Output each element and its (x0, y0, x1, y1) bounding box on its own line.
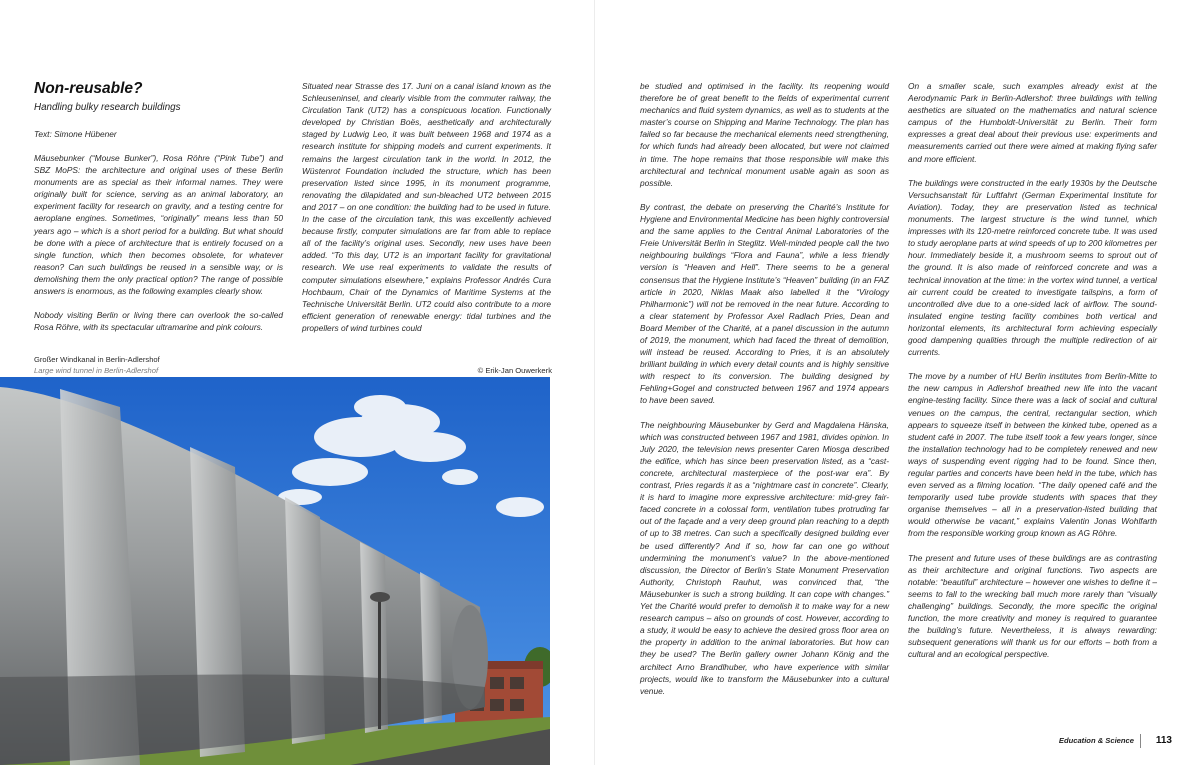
paragraph: The present and future uses of these buildings are as contrasting as their architecture and original functions. Two aspects are notable: “beautiful” architecture – however one wishes to define it – seems to fall to the wrecking ball much more rarely than “visually challenging” buildings. Secondly, the more specific the original function, the more creativity and money is required to guarantee the building’s future. Nevertheless, it is always rewarding: subsequent generations will thank us for our efforts – both from a cultural and an ecological perspective. (908, 552, 1157, 660)
column-4 (908, 80, 1157, 673)
paragraph: The buildings were constructed in the early 1930s by the Deutsche Versuchsanstalt für Luftfahrt (German Experimental Institute for Aviation). Today, they are preservation listed as technical monuments. The largest structure is the wind tunnel, which impresses with its 120-metre reinforced concrete tube. It was used to study aeroplane parts at wind speeds of up to 200 kilometres per hour. Immediately beside it, a mushroom seems to sprout out of the ground. It is also made of reinforced concrete and was a technical innovation at the time: in the vortex wind tunnel, a vertical air current could be created to investigate tailspins, a form of uncontrolled dive due to a one-sided lack of airflow. The sound-insulated engine testing facility combines both vertical and horizontal elements, its architectural form achieving especially good dampening qualities through the multiple redirection of air currents. (908, 177, 1157, 358)
figure-caption (34, 354, 552, 376)
article-title: Non-reusable? (34, 80, 143, 97)
paragraph: Mäusebunker (“Mouse Bunker”), Rosa Röhre (“Pink Tube”) and SBZ MoPS: the architecture and original uses of these Berlin monuments are as special as their informal names. They were originally built for science, serving as an animal laboratory, an experiment facility for research on gravity, and a testing centre for aeroplane engines. Sometimes, “originally” means less than 50 years ago – which is a short period for a building. But what should be done with a piece of architecture that is entirely focused on a single function, which then becomes obsolete, for whatever reason? Can such buildings be reused in a sensible way, or is demolishing them the only practical option? The range of possible answers is enormous, as the following examples clearly show. (34, 153, 283, 297)
page-number: 113 (1155, 735, 1172, 746)
paragraph: Situated near Strasse des 17. Juni on a canal island known as the Schleuseninsel, and clearly visible from the commuter railway, the Circulation Tank (UT2) has a conspicuous location. Functionally developed by Christian Boës, aesthetically and architecturally staged by Ludwig Leo, it was built between 1968 and 1974 as a research institute for shipping models and current experiments. It remains the largest circulation tank in the world. In 2012, the Wüstenrot Foundation included the structure, which has been preservation listed since 1995, in its monument programme, renovating the dilapidated and sun-bleached UT2 between 2015 and 2017 – on one condition: the building had to be used in future. In the case of the circulation tank, this was excellently achieved because firstly, computer simulations are far from able to replace all of the facility’s original uses. Secondly, new uses have been added. “To this day, UT2 is an important facility for gravitational research. We use real experiments to validate the results of computer simulations elsewhere,” explains Professor Andrés Cura Hochbaum, Chair of the Dynamics of Maritime Systems at the Technische Universität Berlin. UT2 could also contribute to a more efficient generation of renewable energy: tidal turbines and the propellers of wind turbines could (302, 81, 551, 333)
right-page (595, 0, 1190, 765)
paragraph: Nobody visiting Berlin or living there can overlook the so-called Rosa Röhre, with its spectacular ultramarine and pink colours. (34, 310, 283, 333)
article-subtitle: Handling bulky research buildings (34, 102, 181, 113)
paragraph: By contrast, the debate on preserving the Charité’s Institute for Hygiene and Environmental Medicine has been highly controversial and the same applies to the Central Animal Laboratories of the Freie Universität Berlin in Steglitz. Well-minded people call the two neighbouring buildings “Flora and Fauna”, while a less friendly version is “Heaven and Hell”. There seems to be a general consensus that the Hygiene Institute’s “Heaven” building (in an FAZ article in 2020, Niklas Maak also labelled it the “Virology Philharmonic”) will not be removed in the near future. According to a clear statement by Professor Axel Radlach Pries, Dean and Board Member of the Charité, at a panel discussion in the autumn of 2019, the monument, which had faced the threat of demolition, will instead be reused. According to Pries, it is an absolutely brilliant building in which every detail counts and is highly sensitive with respect to its conversion. The building designed by Fehling+Gogel and constructed between 1967 and 1974 appears to have been saved. (640, 201, 889, 406)
article-author: Text: Simone Hübener (34, 129, 117, 139)
wind-tunnel-photo (0, 377, 550, 765)
column-text (34, 152, 283, 333)
column-1 (34, 80, 283, 346)
paragraph: be studied and optimised in the facility. Its reopening would therefore be of great benefit to the fields of experimental current mechanics and fluid system dynamics, as well as to students at the master’s course on Shipping and Marine Technology. The plan has failed so far because the mechanical elements need strengthening, for which funds had already been allocated, but were not claimed in time. The hope remains that those responsible will make this architectural and technical monument usable again as soon as possible. (640, 81, 889, 188)
caption-english: Large wind tunnel in Berlin-Adlershof (34, 366, 159, 375)
column-text (302, 80, 551, 334)
column-2 (302, 80, 551, 346)
paragraph: On a smaller scale, such examples already exist at the Aerodynamic Park in Berlin-Adlershof: three buildings with telling aesthetics are situated on the mathematics and natural science campus of the Humboldt-Universität zu Berlin. Their form expresses a great deal about their previous use: experiments and measurements carried out there were aimed at making flying safer and more efficient. (908, 81, 1157, 164)
column-text (908, 80, 1157, 661)
caption-german: Großer Windkanal in Berlin-Adlershof (34, 355, 160, 364)
column-text (640, 80, 889, 697)
paragraph: The neighbouring Mäusebunker by Gerd and Magdalena Hänska, which was constructed between 1967 and 1981, divides opinion. In July 2020, the television news presenter Caren Miosga described the edifice, which has since been preservation listed, as a “cast-concrete, architectural masterpiece of the post-war era”. By contrast, Pries regards it as a “nightmare cast in concrete”. Clearly, it is hard to imagine more expressive architecture: mid-grey fair-faced concrete in a colossal form, ventilation tubes protruding far out of the façade and a very deep ground plan reaching to a depth of up to 38 metres. Can such a specifically designed building ever be used differently? And if so, how far can one go without undermining the monument’s value? In the above-mentioned discussion, the Director of Berlin’s State Monument Preservation Authority, Christoph Rauhut, was convinced that, “the Mäusebunker is such a strong building. It can cope with changes.” Yet the Charité would prefer to demolish it to make way for a new research campus – also on grounds of cost. However, according to a study, it would be easy to achieve the desired gross floor area on the property in addition to the animal laboratories. But how can they be used? The Berlin gallery owner Johann König and the architect Arno Brandlhuber, who have experience with similar projects, would like to transform the Mäusebunker into a cultural venue. (640, 419, 889, 696)
column-3 (640, 80, 889, 709)
photo-credit: © Erik-Jan Ouwerkerk (477, 366, 552, 375)
footer-divider (1140, 734, 1141, 748)
paragraph: The move by a number of HU Berlin institutes from Berlin-Mitte to the new campus in Adlershof breathed new life into the vacant engine-testing facility. Since there was a lack of social and cultural venues on the campus, the central, rectangular section, which appears to squeeze itself in between the kinked tube, opened as a student café in 2007. The tube itself took a few years longer, since the installation technology had to be completely renewed and new ways of suspending event rigging had to be found. Since then, regular parties and concerts have been held in the tube, which has even served as a filming location. “The daily opened café and the temporarily used tube provide students with spaces that they organise themselves – all in a preservation-listed building that would otherwise be vacant,” explains Valentin Jonas Wohlfarth from the responsible working group known as AG Röhre. (908, 371, 1157, 539)
section-label: Education & Science (1058, 736, 1134, 745)
